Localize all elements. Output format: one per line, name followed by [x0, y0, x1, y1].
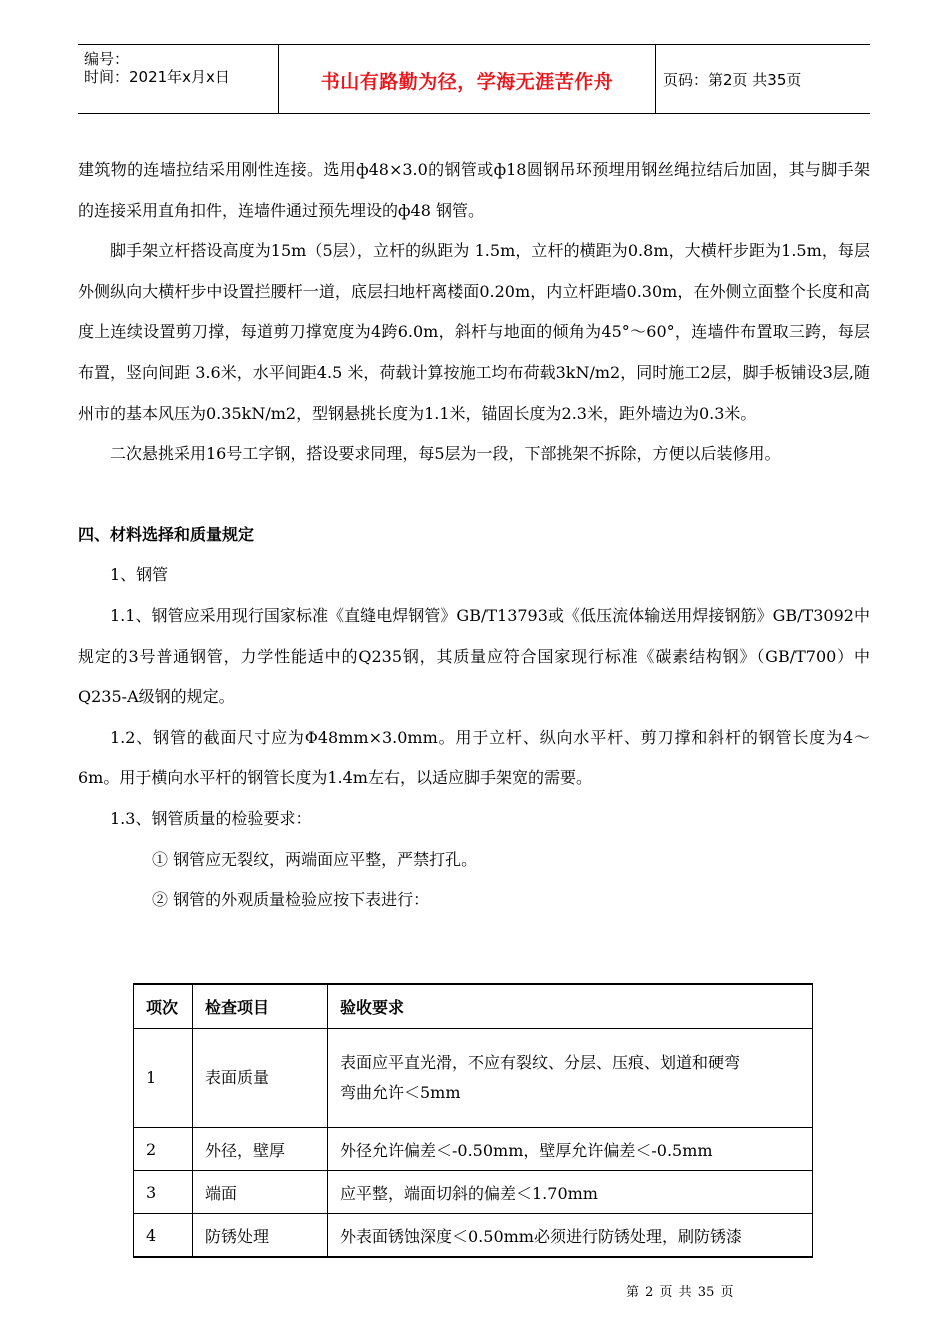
spacer	[78, 475, 870, 515]
table-row	[134, 1171, 813, 1214]
clause-1-3: 1.3、钢管质量的检验要求：	[110, 808, 312, 828]
doc-time-label: 时间：2021年x月x日	[84, 68, 230, 86]
paragraph-wall-tie: 建筑物的连墙拉结采用刚性连接。选用ф48×3.0的钢管或ф18圆钢吊环预埋用钢丝绳拉结后加固，其与脚手架的连接采用直角扣件，连墙件通过预先埋设的ф48 钢管。	[78, 160, 870, 220]
cell-no: 3	[134, 1171, 193, 1214]
list-item-2: ② 钢管的外观质量检验应按下表进行：	[152, 890, 430, 910]
header-cell-no: 项次	[134, 984, 193, 1029]
header-cell-requirement: 验收要求	[328, 984, 813, 1029]
paragraph-scaffold-spec: 脚手架立杆搭设高度为15m（5层），立杆的纵距为 1.5m，立杆的横距为0.8m，大横杆步距为1.5m，每层外侧纵向大横杆步中设置拦腰杆一道，底层扫地杆离楼面0.20m，内立杆距墙0.30m，在外侧立面整个长度和高度上连续设置剪刀撑，每道剪刀撑宽度为4跨6.0m，斜杆与地面的倾角为45°～60°，连墙件布置取三跨，每层布置，竖向间距 3.6米，水平间距4.5 米，荷载计算按施工均布荷载3kN/m2，同时施工2层，脚手板铺设3层,随州市的基本风压为0.35kN/m2，型钢悬挑长度为1.1米，锚固长度为2.3米，距外墙边为0.3米。	[78, 241, 870, 423]
cell-requirement: 外径允许偏差＜-0.50mm，壁厚允许偏差＜-0.5mm	[328, 1128, 813, 1171]
cell-item: 外径，壁厚	[193, 1128, 328, 1171]
requirement-line: 表面应平直光滑，不应有裂纹、分层、压痕、划道和硬弯	[340, 1053, 741, 1072]
cell-item: 防锈处理	[193, 1214, 328, 1258]
subsection-steel-pipe: 1、钢管	[110, 565, 169, 585]
table-header-row	[134, 984, 813, 1029]
header-motto-cell	[278, 45, 656, 113]
section-heading: 四、材料选择和质量规定	[78, 524, 255, 544]
cell-no: 4	[134, 1214, 193, 1258]
paragraph-secondary-cantilever: 二次悬挑采用16号工字钢，搭设要求同理，每5层为一段，下部挑架不拆除，方便以后装修用。	[110, 444, 781, 464]
cell-requirement: 应平整，端面切斜的偏差＜1.70mm	[328, 1171, 813, 1214]
cell-item: 端面	[193, 1171, 328, 1214]
clause-1-2: 1.2、钢管的截面尺寸应为Φ48mm×3.0mm。用于立杆、纵向水平杆、剪刀撑和斜杆的钢管长度为4～6m。用于横向水平杆的钢管长度为1.4m左右，以适应脚手架宽的需要。	[78, 727, 870, 788]
header-cell-item: 检查项目	[193, 984, 328, 1029]
cell-requirement	[328, 1029, 813, 1128]
doc-number-label: 编号：	[84, 50, 130, 68]
requirement-line: 弯曲允许＜5mm	[340, 1083, 461, 1102]
cell-item: 表面质量	[193, 1029, 328, 1128]
inspection-table	[133, 983, 813, 1258]
table-row	[134, 1128, 813, 1171]
clause-1-1: 1.1、钢管应采用现行国家标准《直缝电焊钢管》GB/T13793或《低压流体输送用焊接钢筋》GB/T3092中规定的3号普通钢管，力学性能适中的Q235钢，其质量应符合国家现行标准《碳素结构钢》（GB/T700）中Q235-A级钢的规定。	[78, 605, 870, 707]
table-row	[134, 1029, 813, 1128]
document-body	[78, 150, 870, 921]
header-motto: 书山有路勤为径，学海无涯苦作舟	[320, 71, 614, 93]
page-footer: 第 2 页 共 35 页	[626, 1285, 734, 1300]
page-header	[78, 44, 870, 114]
header-page-code: 页码：第2页 共35页	[663, 71, 802, 89]
cell-no: 2	[134, 1128, 193, 1171]
cell-requirement: 外表面锈蚀深度＜0.50mm必须进行防锈处理，刷防锈漆	[328, 1214, 813, 1258]
list-item-1: ① 钢管应无裂纹，两端面应平整，严禁打孔。	[152, 849, 478, 869]
cell-no: 1	[134, 1029, 193, 1128]
header-page-cell	[655, 45, 870, 113]
header-meta-cell	[78, 45, 278, 113]
table-row	[134, 1214, 813, 1258]
